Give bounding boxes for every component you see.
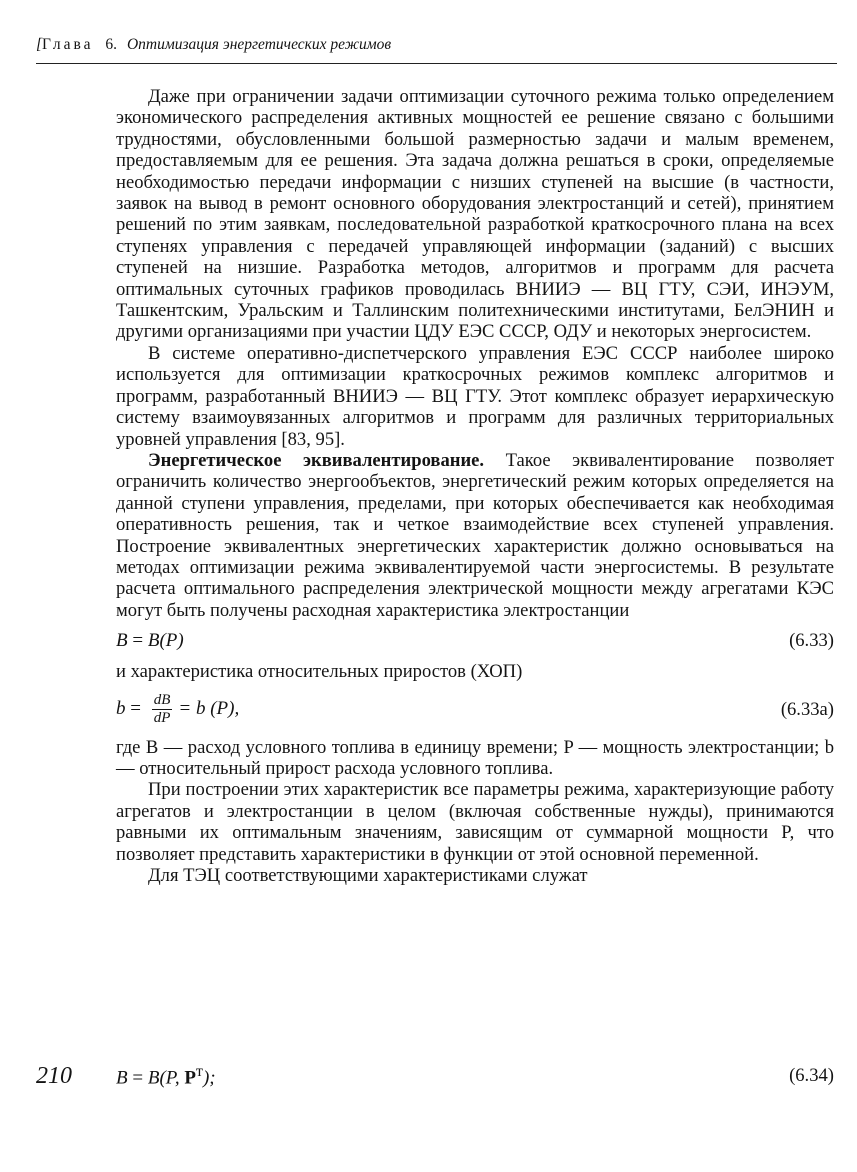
equation-6-33a [116,683,834,737]
paragraph-1: Даже при ограничении задачи оптимизации суточного режима только определением экономического распределения активных мощностей ее решение связано с большими трудностями, обусловленными большой размерностью задачи и малым временем, предоставляемым для ее решения. Эта задача должна решаться в сроки, определяемые необходимостью передачи информации с низших ступеней на высшие (в частности, заявок на вывод в ремонт основного оборудования электростанций и сетей), принятием решений по этим заявкам, последовательной разработкой краткосрочного плана на всех ступенях управления с передачей управляющей информации (заданий) с высших ступеней на низшие. Разработка методов, алгоритмов и программ для расчета оптимальных суточных графиков проводилась ВНИИЭ — ВЦ ГТУ, СЭИ, ИНЭУМ, Ташкентским, Уральским и Таллинским политехническими институтами, БелЭНИН и другими организациями при участии ЦДУ ЕЭС СССР, ОДУ и некоторых энергосистем. [116,86,834,343]
equation-6-34 [116,1063,834,1089]
running-head-bracket: [ [36,36,43,53]
equation-6-34-number: (6.34) [789,1065,834,1087]
running-head [36,36,836,54]
section-text: Такое эквивалентирование позволяет ограничить количество энергообъектов, энергетический режим которых определяется на данной ступени управления, пределами, при которых обеспечивается как необходимая оперативность решения, так и четкое взаимодействие всех ступеней управления. Построение эквивалентных энергетических характеристик должно основываться на методах оптимизации режима эквивалентируемой части энергосистемы. В результате расчета оптимального распределения электрической мощности между агрегатами КЭС могут быть получены расходная характеристика электростанции [116,449,834,621]
derivative-fraction: $\frac{dB}{dP}$ [153,692,171,727]
equation-6-34-formula: B = B(P, $P^т$); [116,1063,216,1089]
where-text: где B — расход условного топлива в единицу времени; P — мощность электростанции; b — относительный прирост расхода условного топлива. [116,736,834,779]
equation-6-33 [116,621,834,661]
chapter-label: Глава [42,36,94,53]
chapter-title: Оптимизация энергетических режимов [126,36,392,53]
chapter-number: 6. [105,36,117,53]
header-rule [36,63,837,64]
paragraph-tec: Для ТЭЦ соответствующими характеристиками служат [148,865,588,886]
paragraph-2: В системе оперативно-диспетчерского управления ЕЭС СССР наиболее широко используется для оптимизации краткосрочных режимов комплекс алгоритмов и программ, разработанный ВНИИЭ — ВЦ ГТУ. Этот комплекс образует иерархическую систему взаимоувязанных алгоритмов и программ для различных территориальных уровней управления [83, 95]. [116,342,834,450]
equation-6-33-number: (6.33) [789,630,834,652]
equation-6-33a-formula: b = $\frac{dB}{dP}$ = b (P), [116,692,240,727]
page-body [116,86,834,886]
section-paragraph [116,450,834,621]
page-number: 210 [36,1063,72,1089]
equation-6-33-formula: B = B(P) [116,630,184,652]
equation-6-33a-number: (6.33a) [780,698,834,720]
between-text: и характеристика относительных приростов (ХОП) [116,661,523,683]
section-runin-heading: Энергетическое эквивалентирование. [148,449,485,471]
paragraph-after: При построении этих характеристик все параметры режима, характеризующие работу агрегатов и электростанции в целом (включая собственные нужды), принимаются равными их оптимальным значениям, зависящим от суммарной мощности P, что позволяет представить характеристики в функции от этой основной переменной. [116,779,834,865]
